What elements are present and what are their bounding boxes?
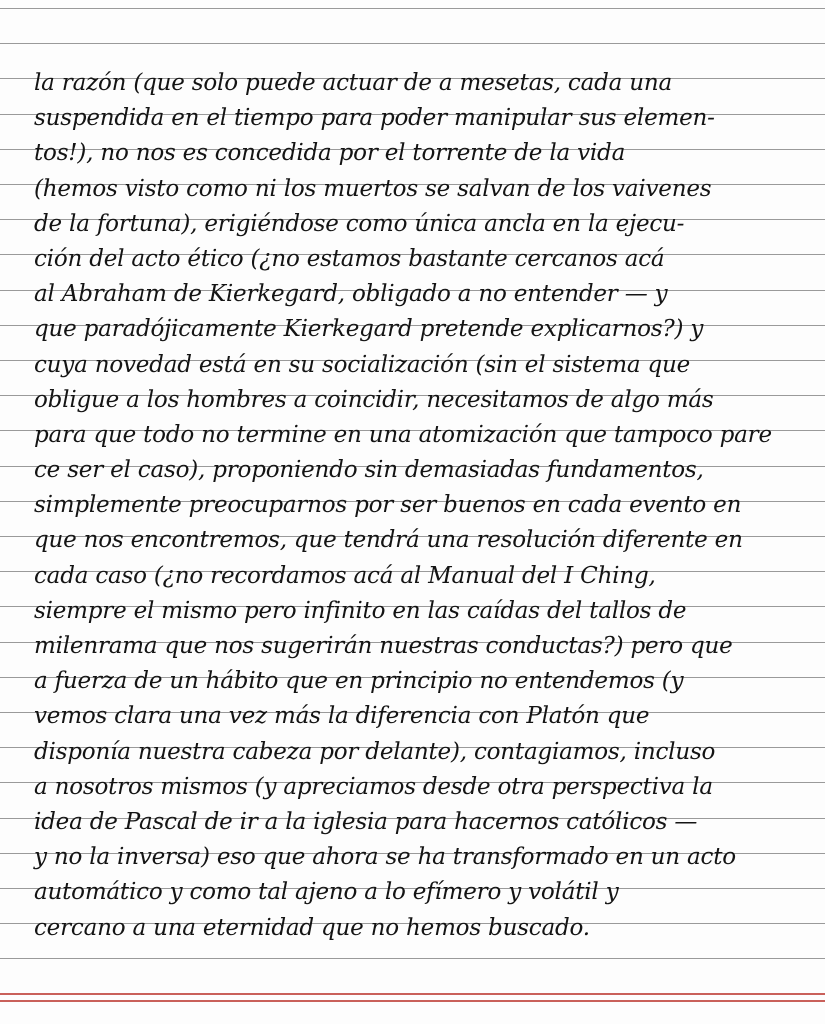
handwritten-line: tos!), no nos es concedida por el torrente de la vida [34, 140, 626, 167]
handwritten-line: cercano a una eternidad que no hemos buscado. [34, 914, 590, 941]
handwritten-line: idea de Pascal de ir a la iglesia para hacernos católicos — [34, 808, 698, 835]
handwritten-line: ce ser el caso), proponiendo sin demasiadas fundamentos, [34, 457, 704, 484]
handwritten-line: a nosotros mismos (y apreciamos desde otra perspectiva la [34, 773, 713, 800]
handwritten-line: al Abraham de Kierkegard, obligado a no entender — y [34, 281, 668, 308]
handwritten-line: a fuerza de un hábito que en principio no entendemos (y [34, 668, 684, 695]
ruled-line [0, 958, 825, 959]
handwritten-line: obligue a los hombres a coincidir, necesitamos de algo más [34, 386, 714, 413]
handwritten-line: disponía nuestra cabeza por delante), contagiamos, incluso [34, 738, 716, 765]
ruled-line [0, 43, 825, 44]
margin-line [0, 993, 825, 995]
handwritten-line: para que todo no termine en una atomización que tampoco pare [34, 421, 772, 448]
handwritten-line: simplemente preocuparnos por ser buenos en cada evento en [34, 492, 742, 519]
handwritten-line: y no la inversa) eso que ahora se ha transformado en un acto [34, 844, 736, 871]
ruled-line [0, 8, 825, 9]
handwritten-line: automático y como tal ajeno a lo efímero y volátil y [34, 879, 619, 906]
margin-line [0, 1000, 825, 1002]
handwritten-line: ción del acto ético (¿no estamos bastante cercanos acá [34, 245, 665, 272]
handwritten-line: cuya novedad está en su socialización (sin el sistema que [34, 351, 691, 378]
handwritten-line: milenrama que nos sugerirán nuestras conductas?) pero que [34, 633, 733, 659]
handwritten-text [34, 66, 806, 946]
handwritten-line: que paradójicamente Kierkegard pretende explicarnos?) y [34, 316, 704, 343]
handwritten-line: suspendida en el tiempo para poder manipular sus elemen- [34, 105, 715, 132]
handwritten-line: (hemos visto como ni los muertos se salvan de los vaivenes [34, 175, 712, 202]
handwritten-line: que nos encontremos, que tendrá una resolución diferente en [34, 527, 743, 554]
handwritten-line: siempre el mismo pero infinito en las caídas del tallos de [34, 597, 687, 624]
handwritten-line: cada caso (¿no recordamos acá al Manual del I Ching, [34, 562, 656, 589]
handwritten-line: la razón (que solo puede actuar de a mesetas, cada una [34, 70, 672, 96]
handwritten-line: de la fortuna), erigiéndose como única ancla en la ejecu- [34, 210, 685, 237]
handwritten-line: vemos clara una vez más la diferencia con Platón que [34, 703, 650, 730]
